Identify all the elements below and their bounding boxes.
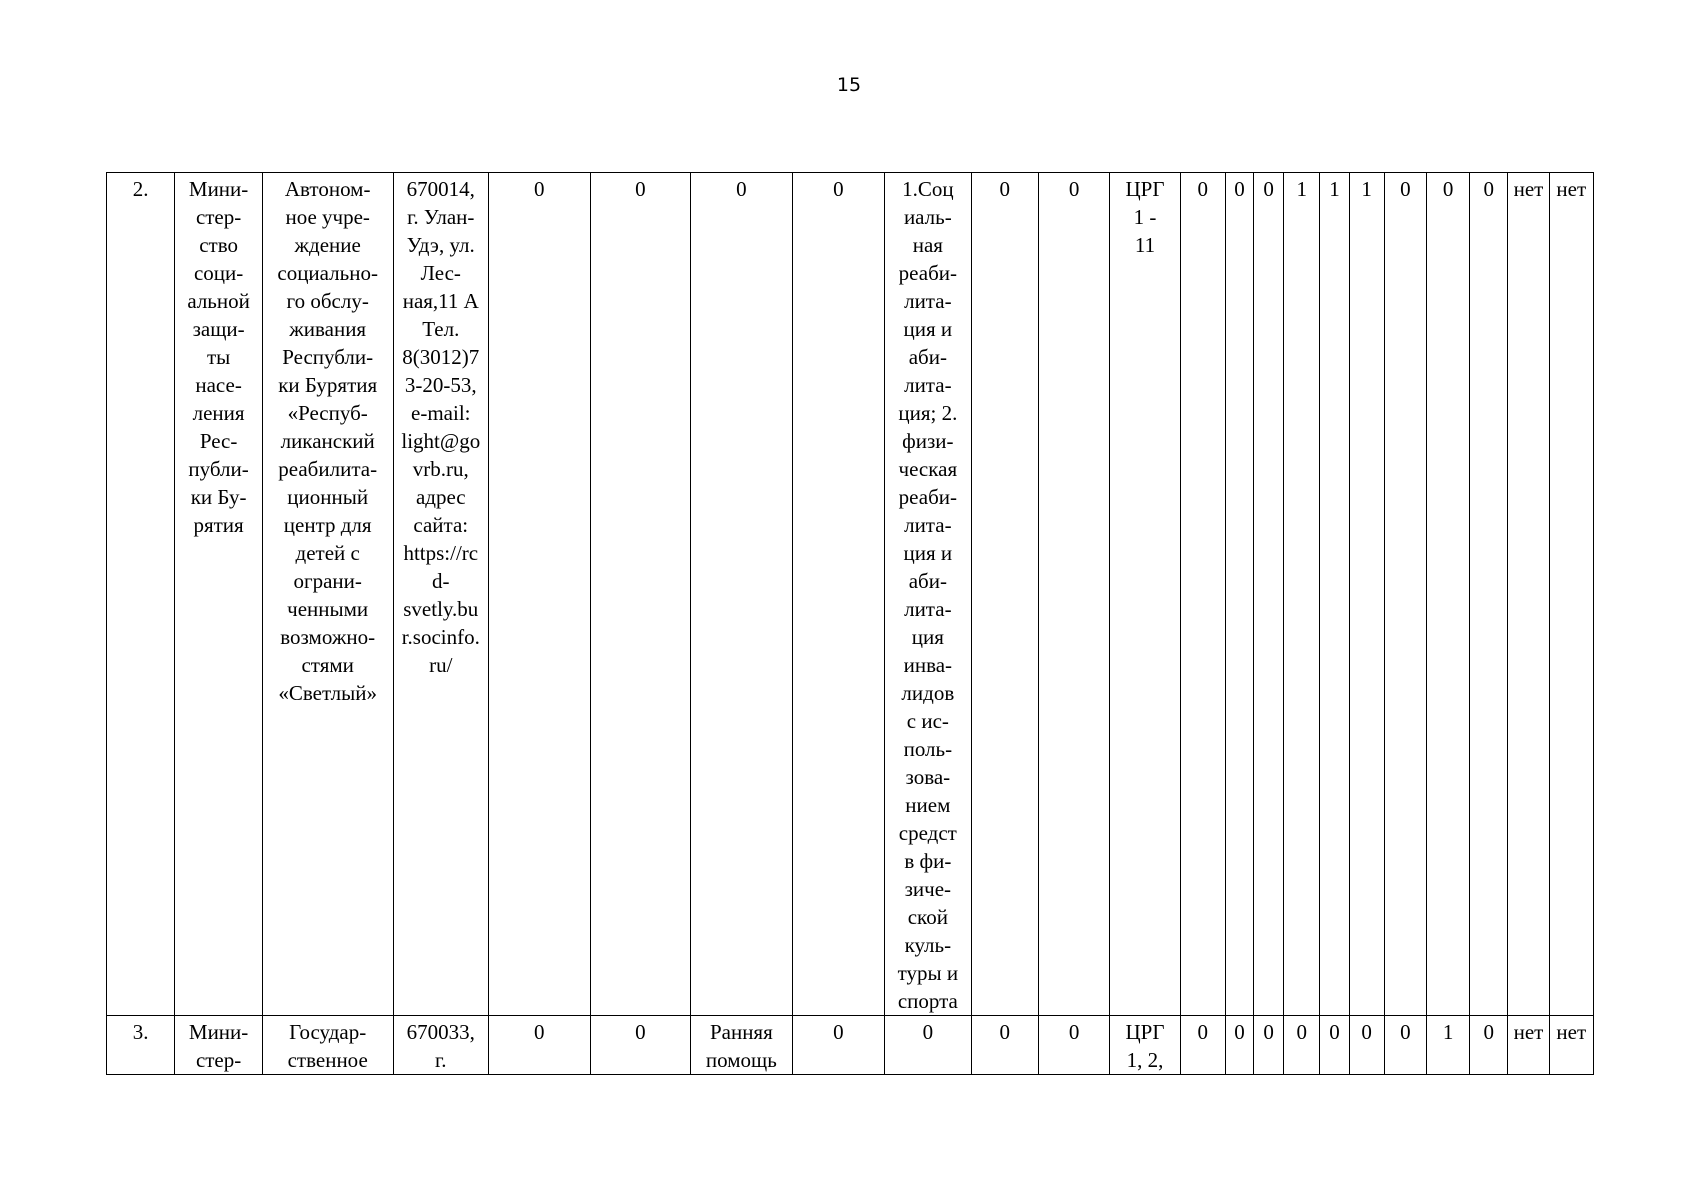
table-row — [107, 173, 1594, 1016]
table-cell: 1 — [1320, 173, 1349, 1016]
table-cell: 1 — [1426, 1016, 1469, 1075]
table-cell: 0 — [1470, 1016, 1508, 1075]
table-cell: 0 — [1320, 1016, 1349, 1075]
table-cell: нет — [1549, 1016, 1593, 1075]
table-cell: 0 — [885, 1016, 971, 1075]
table-cell: 0 — [1254, 1016, 1284, 1075]
table-cell: 0 — [1180, 173, 1225, 1016]
table-cell: 0 — [1384, 173, 1426, 1016]
table-cell: 0 — [971, 1016, 1038, 1075]
table-cell: 670033, г. — [393, 1016, 489, 1075]
table-cell: 0 — [1426, 173, 1469, 1016]
table-row — [107, 1016, 1594, 1075]
table-cell: ЦРГ 1 - 11 — [1110, 173, 1180, 1016]
table-cell: 2. — [107, 173, 175, 1016]
page-number: 15 — [836, 74, 862, 96]
table-cell: 0 — [971, 173, 1038, 1016]
table-cell: 0 — [792, 173, 884, 1016]
table-cell: 0 — [1470, 173, 1508, 1016]
table-cell: 1.Соц иаль- ная реаби- лита- ция и аби- лита- ция; 2. физи- ческая реаби- лита- ция и аби- лита- ция инва- лидов с ис- поль- зова- нием средст в фи- зиче- ской куль- туры и спорта — [885, 173, 971, 1016]
table-cell: 0 — [691, 173, 793, 1016]
table-cell: Мини- стер- ство соци- альной защи- ты насе- ления Рес- публи- ки Бу- рятия — [175, 173, 262, 1016]
table-cell: 0 — [1349, 1016, 1384, 1075]
table-cell: 3. — [107, 1016, 175, 1075]
table-cell: 0 — [1384, 1016, 1426, 1075]
table-cell: 0 — [489, 1016, 591, 1075]
table-cell: 0 — [1038, 1016, 1109, 1075]
table-cell: 0 — [489, 173, 591, 1016]
services-table — [106, 172, 1594, 1075]
table-cell: нет — [1508, 173, 1549, 1016]
table-cell: 670014, г. Улан- Удэ, ул. Лес- ная,11 А Тел. 8(3012)7 3-20-53, e-mail: light@go vrb.ru, адрес сайта: https://rc d- svetly.bu r.socinfo. ru/ — [393, 173, 489, 1016]
table-cell: 0 — [1225, 173, 1253, 1016]
table-cell: 0 — [1180, 1016, 1225, 1075]
table-cell: 0 — [590, 1016, 691, 1075]
table-cell: Мини- стер- — [175, 1016, 262, 1075]
table-cell: ЦРГ 1, 2, — [1110, 1016, 1180, 1075]
table-cell: 1 — [1284, 173, 1320, 1016]
table-cell: Автоном- ное учре- ждение социально- го обслу- живания Республи- ки Бурятия «Респуб- ликанский реабилита- ционный центр для детей с ограни- ченными возможно- стями «Светлый» — [262, 173, 393, 1016]
table-cell: Ранняя помощь — [691, 1016, 793, 1075]
table-cell: 0 — [1225, 1016, 1253, 1075]
table-cell: нет — [1549, 173, 1593, 1016]
table-cell: 1 — [1349, 173, 1384, 1016]
table-cell: Государ- ственное — [262, 1016, 393, 1075]
table-cell: 0 — [792, 1016, 884, 1075]
table-cell: 0 — [1284, 1016, 1320, 1075]
table-cell: 0 — [1254, 173, 1284, 1016]
table-cell: 0 — [1038, 173, 1109, 1016]
table-cell: 0 — [590, 173, 691, 1016]
table-cell: нет — [1508, 1016, 1549, 1075]
